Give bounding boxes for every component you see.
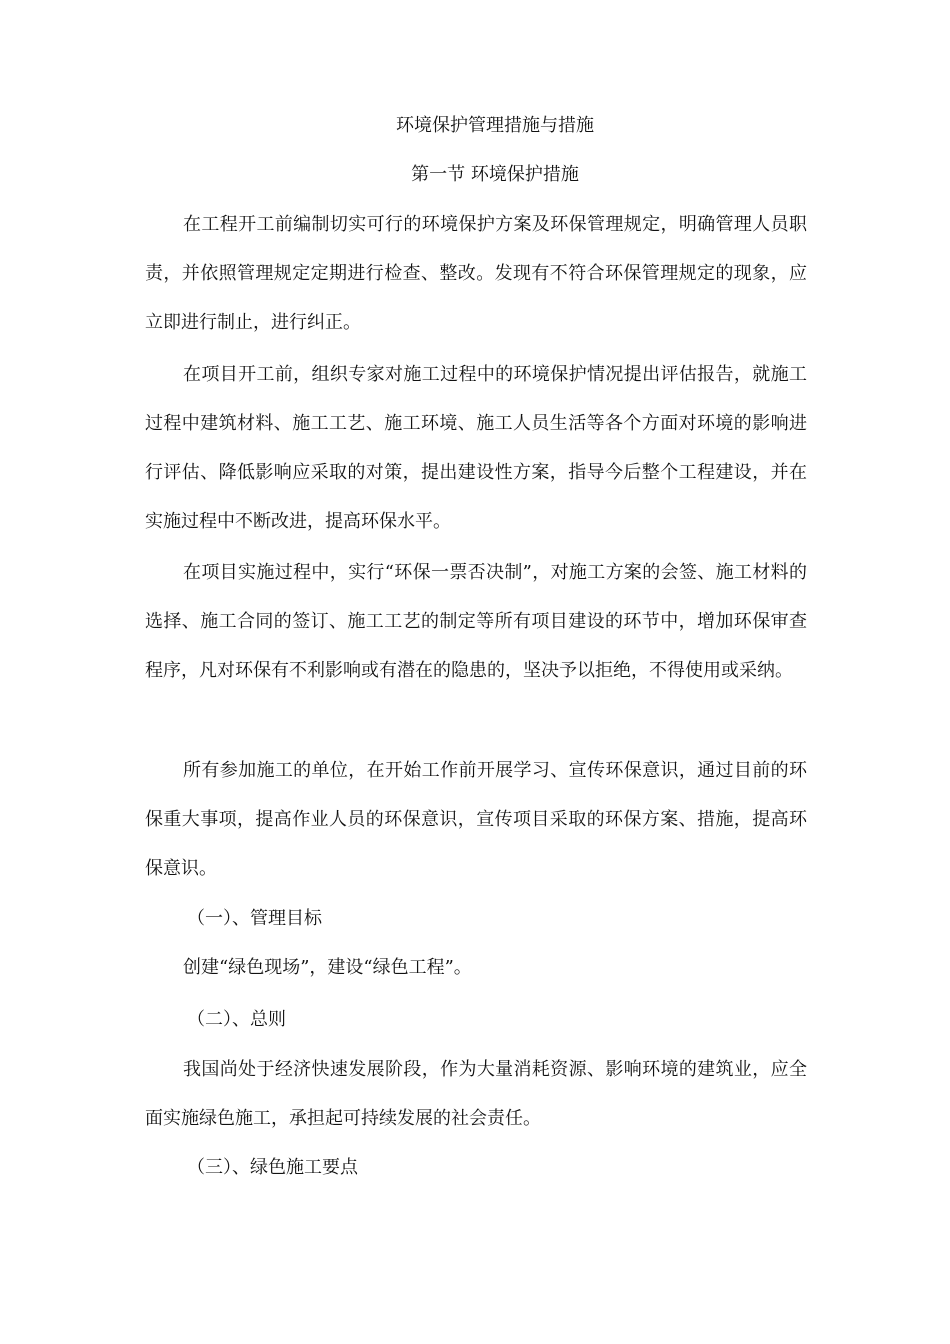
paragraph-1: 在工程开工前编制切实可行的环境保护方案及环保管理规定，明确管理人员职责，并依照管理规定定期进行检查、整改。发现有不符合环保管理规定的现象，应立即进行制止，进行纠正。 (145, 214, 807, 333)
section-title: 第一节 环境保护措施 (411, 164, 579, 185)
paragraph-2: 在项目开工前，组织专家对施工过程中的环境保护情况提出评估报告，就施工过程中建筑材料、施工工艺、施工环境、施工人员生活等各个方面对环境的影响进行评估、降低影响应采取的对策，提出建设性方案，指导今后整个工程建设，并在实施过程中不断改进，提高环保水平。 (145, 364, 807, 532)
paragraph-4: 所有参加施工的单位，在开始工作前开展学习、宣传环保意识，通过目前的环保重大事项，提高作业人员的环保意识，宣传项目采取的环保方案、措施，提高环保意识。 (145, 760, 807, 879)
paragraph-5: 我国尚处于经济快速发展阶段，作为大量消耗资源、影响环境的建筑业，应全面实施绿色施工，承担起可持续发展的社会责任。 (145, 1059, 807, 1129)
heading-green-construction-points: （三）、绿色施工要点 (187, 1157, 358, 1178)
goal-text: 创建“绿色现场”，建设“绿色工程”。 (183, 957, 472, 978)
heading-general-principles: （二）、总则 (187, 1009, 286, 1030)
document-title: 环境保护管理措施与措施 (396, 115, 594, 136)
paragraph-3: 在项目实施过程中，实行“环保一票否决制”，对施工方案的会签、施工材料的选择、施工合同的签订、施工工艺的制定等所有项目建设的环节中，增加环保审查程序，凡对环保有不利影响或有潜在的隐患的，坚决予以拒绝，不得使用或采纳。 (145, 562, 807, 681)
heading-management-goal: （一）、管理目标 (187, 908, 322, 929)
